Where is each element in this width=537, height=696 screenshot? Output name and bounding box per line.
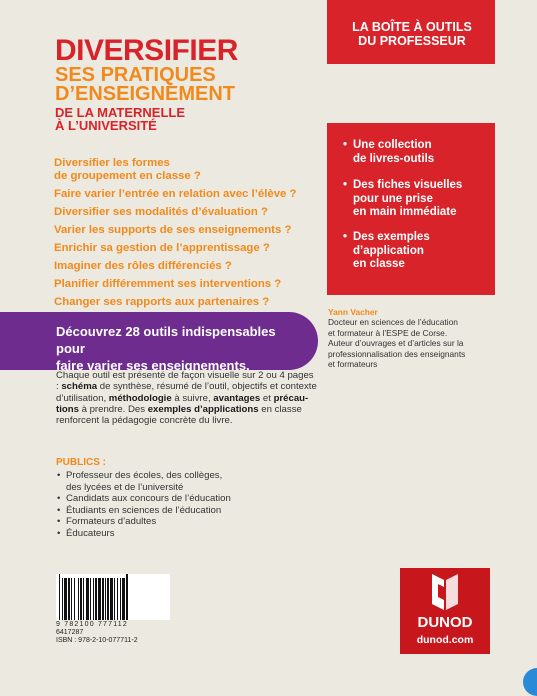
desc-text: de synthèse, résumé de l’outil, objectifs et contexte d’utilisation, xyxy=(56,381,317,404)
author-bio-line: Auteur d’ouvrages et d’articles sur la xyxy=(328,338,464,349)
promo-text xyxy=(56,323,306,374)
desc-text: à prendre. Des xyxy=(78,403,148,415)
bullet-icon: • xyxy=(57,470,61,481)
title-line-3: D’ENSEIGNEMENT xyxy=(55,83,236,105)
publics-item-text: Candidats aux concours de l’éducation xyxy=(66,493,231,504)
desc-text: à suivre, xyxy=(171,392,214,404)
publics-item xyxy=(56,516,316,527)
promo-line-1: Découvrez 28 outils indispensables pour xyxy=(56,324,276,356)
desc-text: Chaque outil est présenté de façon visuelle sur 2 ou 4 pages : xyxy=(56,370,314,393)
publics-item-text: Étudiants en sciences de l’éducation xyxy=(66,504,222,516)
desc-bold: exemples d’applications xyxy=(147,403,259,415)
feature-line: en classe xyxy=(353,258,405,270)
publisher-name: DUNOD xyxy=(417,614,473,631)
bullet-icon: • xyxy=(343,179,348,191)
author-name: Yann Vacher xyxy=(328,307,378,317)
feature-line: Des exemples xyxy=(353,231,430,243)
barcode-bar xyxy=(126,574,128,620)
desc-text: en classe renforcent la pédagogie concrète du livre. xyxy=(56,403,302,427)
feature-line: pour une prise xyxy=(353,192,433,205)
publics-section xyxy=(56,457,316,539)
bullet-icon: • xyxy=(57,516,61,527)
feature-line: Des fiches visuelles xyxy=(353,179,463,191)
desc-bold: avantages xyxy=(213,392,261,404)
publics-item-text: Formateurs d’adultes xyxy=(66,516,157,527)
barcode-icon xyxy=(56,574,170,620)
barcode-code: 6417287 xyxy=(56,629,84,636)
author-bio-line: et formateur à l’ESPE de Corse. xyxy=(328,327,448,338)
author-bio-line: professionnalisation des enseignants xyxy=(328,348,466,359)
publics-title: PUBLICS : xyxy=(56,457,106,468)
author-bio xyxy=(328,307,528,369)
feature-item xyxy=(343,231,499,272)
publics-item-text: Éducateurs xyxy=(66,527,115,539)
publics-item xyxy=(56,493,316,504)
isbn-text: ISBN : 978-2-10-077711-2 xyxy=(56,637,138,644)
feature-line: en main immédiate xyxy=(353,206,457,218)
question-item: Faire varier l’entrée en relation avec l’élève ? xyxy=(54,188,297,200)
publics-item xyxy=(56,482,316,493)
collection-title-line-1: LA BOÎTE À OUTILS xyxy=(352,20,472,34)
question-item: Planifier différemment ses interventions ? xyxy=(54,278,282,290)
dunod-emblem-icon xyxy=(426,572,464,612)
publics-item xyxy=(56,505,316,516)
bullet-icon: • xyxy=(343,139,348,151)
bullet-icon: • xyxy=(57,527,61,539)
bullet-icon: • xyxy=(343,231,348,243)
promo-banner xyxy=(0,312,318,373)
question-item: Diversifier ses modalités d’évaluation ? xyxy=(54,206,268,218)
question-item: Diversifier les formes xyxy=(54,157,170,169)
desc-bold: précau-tions xyxy=(56,392,309,415)
publics-item-text: Professeur des écoles, des collèges, xyxy=(66,470,223,481)
feature-item xyxy=(343,179,499,220)
features-box xyxy=(327,123,495,295)
publisher-url: dunod.com xyxy=(416,634,474,646)
subtitle-line-1: DE LA MATERNELLE xyxy=(55,105,185,120)
question-item: de groupement en classe ? xyxy=(54,170,201,182)
title-line-2: SES PRATIQUES xyxy=(55,64,216,86)
publisher-logo xyxy=(400,568,490,654)
feature-line: Une collection xyxy=(353,139,432,151)
question-item: Enrichir sa gestion de l’apprentissage ? xyxy=(54,242,270,254)
question-list xyxy=(54,157,324,314)
promo-line-2: faire varier ses enseignements. xyxy=(56,358,250,373)
feature-line: de livres-outils xyxy=(353,152,435,165)
right-column xyxy=(318,0,537,682)
book-title xyxy=(55,36,315,132)
barcode-digits: 9 782100 777112 xyxy=(56,621,128,628)
desc-bold: méthodologie xyxy=(108,392,172,404)
question-item: Imaginer des rôles différenciés ? xyxy=(54,260,232,272)
feature-line: d’application xyxy=(353,244,424,257)
question-item: Varier les supports de ses enseignements ? xyxy=(54,224,292,236)
collection-banner xyxy=(327,0,495,64)
feature-item xyxy=(343,139,499,166)
desc-text: et xyxy=(260,392,274,404)
question-item: Changer ses rapports aux partenaires ? xyxy=(54,296,270,308)
collection-title xyxy=(337,20,487,48)
author-bio-line: et formateurs xyxy=(328,359,378,370)
author-bio-line: Docteur en sciences de l’éducation xyxy=(328,317,458,328)
bullet-icon: • xyxy=(57,504,61,516)
bullet-icon: • xyxy=(57,493,61,504)
publics-item xyxy=(56,528,316,539)
subtitle-line-2: À L’UNIVERSITÉ xyxy=(55,118,157,133)
publics-item-text: des lycées et de l’université xyxy=(66,481,184,493)
publics-item xyxy=(56,470,316,481)
description-paragraph xyxy=(56,370,318,426)
desc-bold: schéma xyxy=(61,381,98,393)
title-line-1: DIVERSIFIER xyxy=(55,34,238,67)
collection-title-line-2: DU PROFESSEUR xyxy=(358,34,466,48)
barcode-block xyxy=(56,574,176,652)
